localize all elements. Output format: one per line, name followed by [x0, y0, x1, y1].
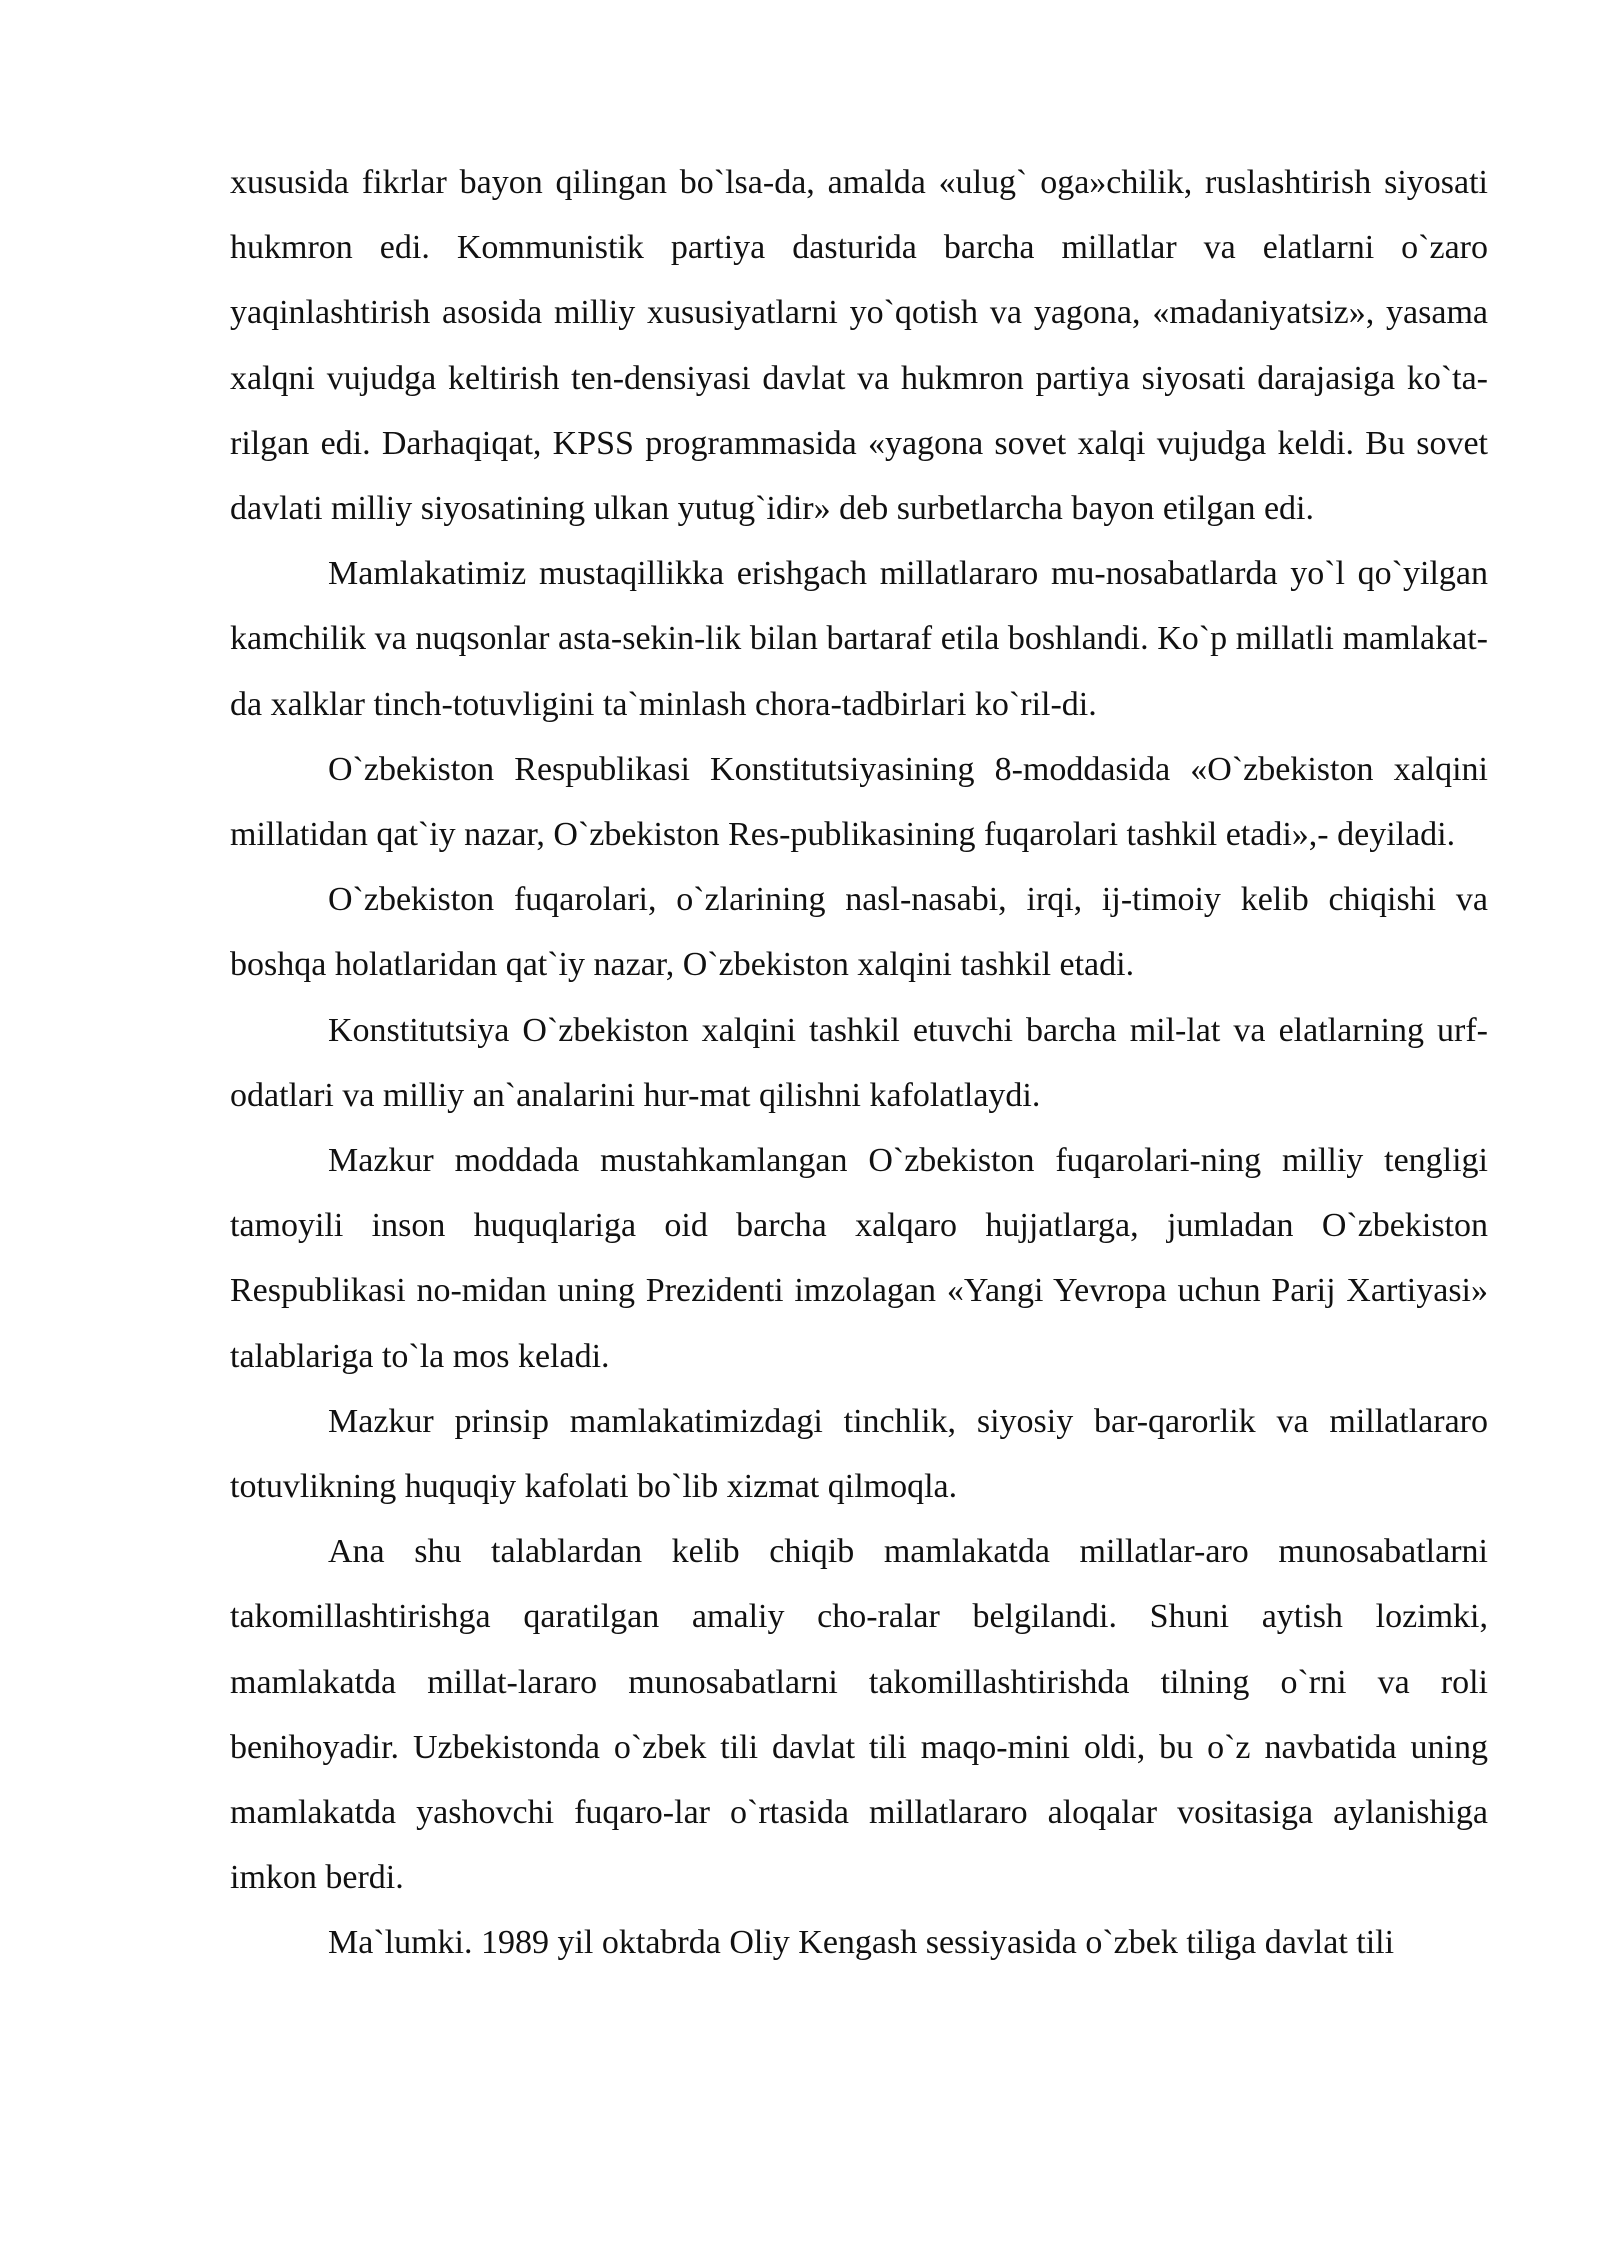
- paragraph-3: O`zbekiston Respublikasi Konstitutsiyasining 8-moddasida «O`zbekiston xalqini millatidan qat`iy nazar, O`zbekiston Res-publikasining fuqarolari tashkil etadi»,- deyiladi.: [230, 750, 1488, 854]
- paragraph-8: Ana shu talablardan kelib chiqib mamlakatda millatlar-aro munosabatlarni takomillashtirishga qaratilgan amaliy cho-ralar belgilandi. Shuni aytish lozimki, mamlakatda millat-lararo munosabatlarni takomillashtirishda tilning o`rni va roli benihoyadir. Uzbekistonda o`zbek tili davlat tili maqo-mini oldi, bu o`z navbatida uning mamlakatda yashovchi fuqaro-lar o`rtasida millatlararo aloqalar vositasiga aylanishiga imkon berdi.: [230, 1533, 1488, 1897]
- paragraph-5: Konstitutsiya O`zbekiston xalqini tashkil etuvchi barcha mil-lat va elatlarning urf-odatlari va milliy an`analarini hur-mat qilishni kafolatlaydi.: [230, 1011, 1488, 1114]
- paragraph-6: Mazkur moddada mustahkamlangan O`zbekiston fuqarolari-ning milliy tengligi tamoyili inson huquqlariga oid barcha xalqaro hujjatlarga, jumladan O`zbekiston Respublikasi no-midan uning Prezidenti imzolagan «Yangi Yevropa uchun Parij Xartiyasi» talablariga to`la mos keladi.: [230, 1142, 1488, 1375]
- paragraph-4: O`zbekiston fuqarolari, o`zlarining nasl-nasabi, irqi, ij-timoiy kelib chiqishi va boshqa holatlaridan qat`iy nazar, O`zbekiston xalqini tashkil etadi.: [230, 881, 1488, 984]
- paragraph-2: Mamlakatimiz mustaqillikka erishgach millatlararo mu-nosabatlarda yo`l qo`yilgan kamchilik va nuqsonlar asta-sekin-lik bilan bartaraf etila boshlandi. Ko`p millatli mamlakat-da xalklar tinch-totuvligini ta`minlash chora-tadbirlari ko`ril-di.: [230, 555, 1488, 723]
- document-body: [230, 150, 1488, 1976]
- paragraph-9: Ma`lumki. 1989 yil oktabrda Oliy Kengash sessiyasida o`zbek tiliga davlat tili: [328, 1924, 1395, 1962]
- paragraph-7: Mazkur prinsip mamlakatimizdagi tinchlik, siyosiy bar-qarorlik va millatlararo totuvlikning huquqiy kafolati bo`lib xizmat qilmoqla.: [230, 1402, 1488, 1506]
- paragraph-1: xususida fikrlar bayon qilingan bo`lsa-da, amalda «ulug` oga»chilik, ruslashtirish siyosati hukmron edi. Kommunistik partiya dasturida barcha millatlar va elatlarni o`zaro yaqinlashtirish asosida milliy xususiyatlarni yo`qotish va yagona, «madaniyatsiz», yasama xalqni vujudga keltirish ten-densiyasi davlat va hukmron partiya siyosati darajasiga ko`ta-rilgan edi. Darhaqiqat, KPSS programmasida «yagona sovet xalqi vujudga keldi. Bu sovet davlati milliy siyosatining ulkan yutug`idir» deb surbetlarcha bayon etilgan edi.: [230, 164, 1488, 528]
